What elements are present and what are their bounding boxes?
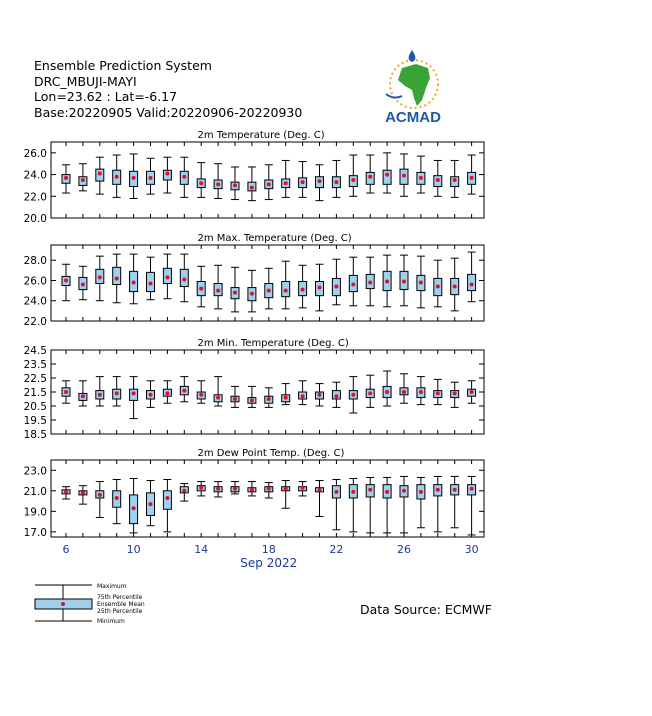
mean-marker	[216, 487, 220, 491]
mean-marker	[267, 289, 271, 293]
mean-marker	[64, 390, 68, 394]
mean-marker	[318, 179, 322, 183]
mean-marker	[402, 390, 406, 394]
data-source: Data Source: ECMWF	[360, 602, 492, 617]
mean-marker	[402, 279, 406, 283]
mean-marker	[165, 275, 169, 279]
mean-marker	[233, 183, 237, 187]
mean-marker	[402, 489, 406, 493]
mean-marker	[470, 283, 474, 287]
mean-marker	[149, 176, 153, 180]
mean-marker	[351, 283, 355, 287]
mean-marker	[199, 393, 203, 397]
mean-marker	[267, 182, 271, 186]
mean-marker	[81, 491, 85, 495]
mean-marker	[436, 178, 440, 182]
percentile-box	[113, 267, 121, 284]
mean-marker	[470, 487, 474, 491]
y-tick-label: 21.0	[23, 485, 47, 498]
mean-marker	[216, 289, 220, 293]
percentile-box	[163, 491, 171, 509]
mean-marker	[385, 390, 389, 394]
y-tick-label: 18.5	[23, 429, 47, 441]
mean-marker	[402, 174, 406, 178]
percentile-box	[383, 170, 391, 184]
mean-marker	[284, 396, 288, 400]
mean-marker	[351, 178, 355, 182]
y-tick-label: 19.0	[23, 506, 47, 519]
mean-marker	[318, 488, 322, 492]
y-tick-label: 24.0	[23, 169, 47, 182]
mean-marker	[182, 489, 186, 493]
mean-marker	[199, 287, 203, 291]
mean-marker	[250, 398, 254, 402]
mean-marker	[453, 178, 457, 182]
x-tick-label: 30	[464, 543, 479, 556]
legend	[35, 583, 145, 625]
mean-marker	[81, 394, 85, 398]
panel-3	[24, 338, 484, 441]
y-tick-label: 22.0	[23, 316, 47, 328]
mean-marker	[267, 397, 271, 401]
mean-marker	[132, 506, 136, 510]
mean-marker	[165, 496, 169, 500]
y-tick-label: 20.5	[23, 401, 47, 413]
y-tick-label: 20.0	[23, 213, 47, 225]
mean-marker	[385, 173, 389, 177]
mean-marker	[182, 277, 186, 281]
y-tick-label: 22.0	[23, 191, 47, 204]
mean-marker	[453, 391, 457, 395]
mean-marker	[233, 291, 237, 295]
mean-marker	[81, 178, 85, 182]
y-tick-label: 17.0	[23, 526, 47, 539]
mean-marker	[98, 275, 102, 279]
mean-marker	[115, 175, 119, 179]
mean-marker	[368, 175, 372, 179]
panel-title: 2m Max. Temperature (Deg. C)	[197, 233, 352, 244]
mean-marker	[98, 393, 102, 397]
system-title: Ensemble Prediction System	[34, 58, 212, 73]
mean-marker	[182, 389, 186, 393]
mean-marker	[64, 490, 68, 494]
y-tick-label: 28.0	[23, 255, 47, 268]
mean-marker	[216, 396, 220, 400]
panel-title: 2m Temperature (Deg. C)	[197, 130, 325, 141]
mean-marker	[334, 490, 338, 494]
mean-marker	[165, 171, 169, 175]
y-tick-label: 23.5	[23, 359, 47, 371]
mean-marker	[165, 391, 169, 395]
mean-marker	[301, 180, 305, 184]
mean-marker	[453, 285, 457, 289]
mean-marker	[64, 278, 68, 282]
legend-label-mean: Ensemble Mean	[97, 601, 145, 608]
y-tick-label: 24.5	[23, 345, 47, 357]
mean-marker	[149, 502, 153, 506]
mean-marker	[182, 175, 186, 179]
mean-marker	[115, 276, 119, 280]
mean-marker	[419, 390, 423, 394]
mean-marker	[301, 486, 305, 490]
mean-marker	[453, 488, 457, 492]
mean-marker	[115, 496, 119, 500]
mean-marker	[351, 393, 355, 397]
mean-marker	[284, 181, 288, 185]
mean-marker	[267, 487, 271, 491]
mean-marker	[98, 171, 102, 175]
mean-marker	[470, 390, 474, 394]
base-valid-dates: Base:20220905 Valid:20220906-20220930	[34, 104, 303, 120]
mean-marker	[368, 280, 372, 284]
panel-2	[24, 233, 484, 328]
mean-marker	[385, 490, 389, 494]
x-tick-label: 10	[126, 543, 141, 556]
mean-marker	[132, 280, 136, 284]
mean-marker	[132, 391, 136, 395]
y-tick-label: 22.5	[23, 373, 47, 385]
mean-marker	[250, 488, 254, 492]
mean-marker	[301, 394, 305, 398]
mean-marker	[98, 493, 102, 497]
mean-marker	[199, 486, 203, 490]
mean-marker	[64, 176, 68, 180]
mean-marker	[149, 282, 153, 286]
mean-marker	[81, 283, 85, 287]
legend-mean-marker	[61, 602, 65, 606]
mean-marker	[250, 186, 254, 190]
mean-marker	[199, 181, 203, 185]
mean-marker	[115, 391, 119, 395]
mean-marker	[250, 292, 254, 296]
x-tick-label: 26	[397, 543, 411, 556]
mean-marker	[233, 397, 237, 401]
mean-marker	[149, 393, 153, 397]
mean-marker	[419, 176, 423, 180]
station-name: DRC_MBUJI-MAYI	[34, 73, 137, 89]
mean-marker	[334, 285, 338, 289]
mean-marker	[470, 176, 474, 180]
y-tick-label: 19.5	[23, 415, 47, 427]
y-tick-label: 23.0	[23, 465, 47, 478]
mean-marker	[368, 488, 372, 492]
station-coords: Lon=23.62 : Lat=-6.17	[34, 89, 178, 104]
mean-marker	[436, 391, 440, 395]
legend-label-maximum: Maximum	[97, 583, 127, 590]
mean-marker	[318, 286, 322, 290]
x-tick-label: 22	[329, 543, 344, 556]
panel-title: 2m Dew Point Temp. (Deg. C)	[197, 448, 345, 459]
x-tick-label: 6	[62, 543, 70, 556]
mean-marker	[318, 393, 322, 397]
panel-1	[24, 130, 484, 225]
mean-marker	[216, 182, 220, 186]
percentile-box	[468, 274, 476, 290]
mean-marker	[284, 487, 288, 491]
y-tick-label: 21.5	[23, 387, 47, 399]
legend-label-minimum: Minimum	[97, 618, 125, 625]
mean-marker	[351, 490, 355, 494]
mean-marker	[233, 487, 237, 491]
y-tick-label: 26.0	[23, 147, 47, 160]
mean-marker	[419, 490, 423, 494]
logo-text: ACMAD	[385, 109, 441, 126]
legend-label-p75: 75th Percentile	[97, 594, 143, 601]
mean-marker	[385, 279, 389, 283]
panel-title: 2m Min. Temperature (Deg. C)	[197, 338, 349, 349]
mean-marker	[334, 394, 338, 398]
y-tick-label: 26.0	[23, 275, 47, 288]
mean-marker	[132, 176, 136, 180]
legend-label-p25: 25th Percentile	[97, 608, 143, 615]
y-tick-label: 24.0	[23, 295, 47, 308]
mean-marker	[436, 488, 440, 492]
x-tick-label: 14	[194, 543, 209, 556]
month-label: Sep 2022	[240, 556, 298, 570]
mean-marker	[284, 289, 288, 293]
mean-marker	[301, 288, 305, 292]
mean-marker	[334, 180, 338, 184]
mean-marker	[368, 391, 372, 395]
panel-4	[24, 448, 484, 539]
mean-marker	[419, 280, 423, 284]
mean-marker	[436, 285, 440, 289]
x-tick-label: 18	[261, 543, 276, 556]
